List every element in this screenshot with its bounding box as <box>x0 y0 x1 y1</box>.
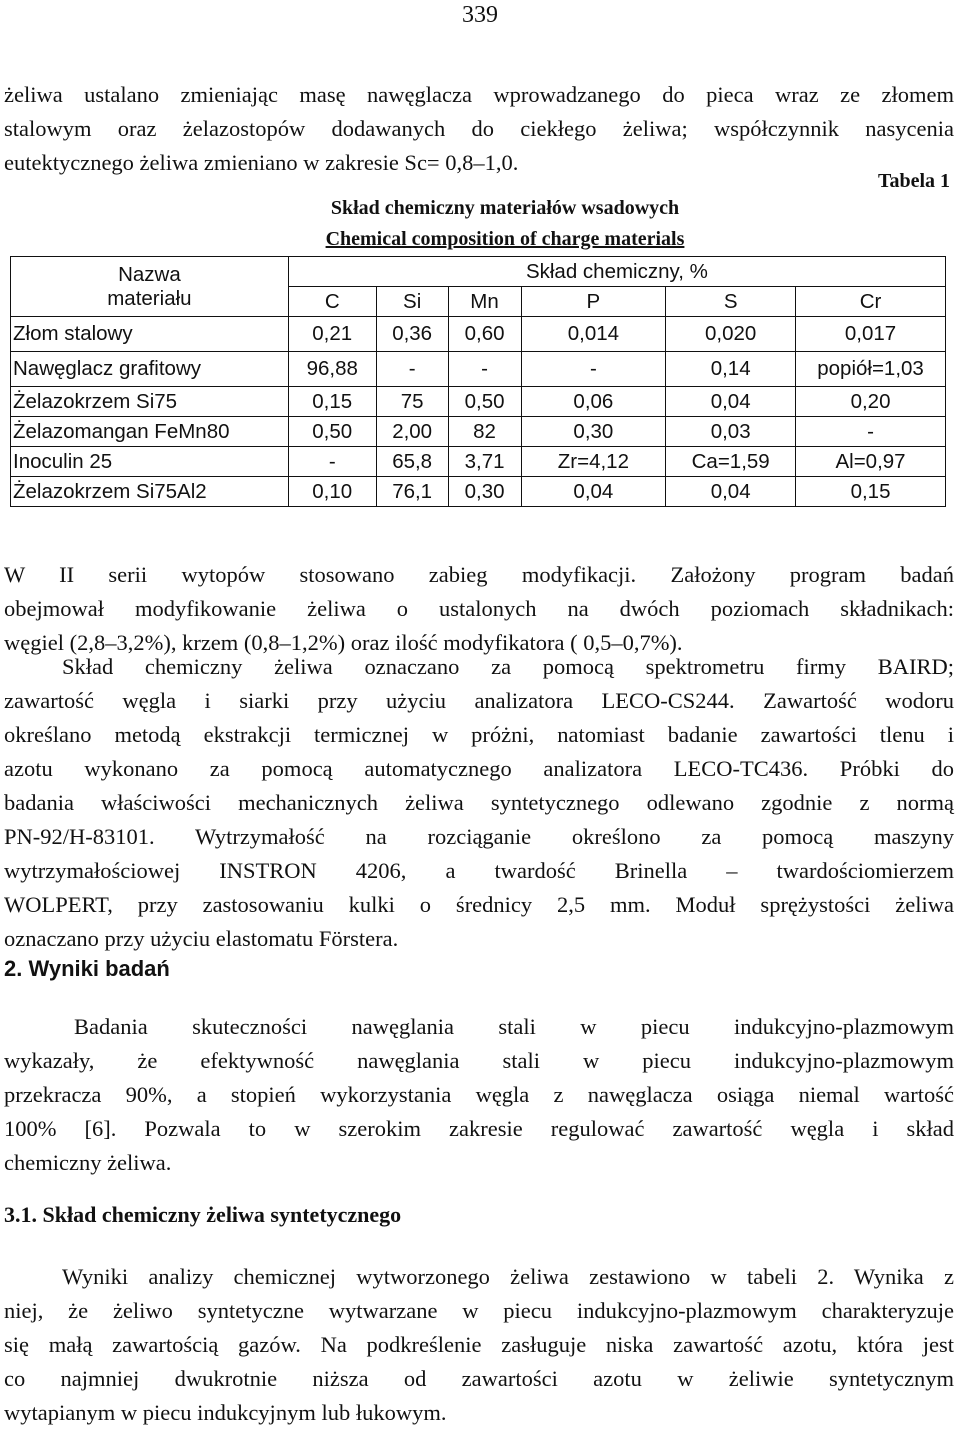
table-cell: Ca=1,59 <box>666 447 796 477</box>
row-name: Złom stalowy <box>11 317 289 352</box>
table-cell: 0,14 <box>666 352 796 387</box>
row-name: Żelazokrzem Si75Al2 <box>11 477 289 507</box>
text-line: eutektycznego żeliwa zmieniano w zakresie Sc= 0,8–1,0. <box>4 150 519 175</box>
column-header: Si <box>376 287 448 317</box>
text-line: węgiel (2,8–3,2%), krzem (0,8–1,2%) oraz ilość modyfikatora ( 0,5–0,7%). <box>4 630 683 655</box>
row-name: Żelazokrzem Si75 <box>11 387 289 417</box>
text-line: oznaczano przy użyciu elastomatu Förstera. <box>4 926 399 951</box>
text-line: chemiczny żeliwa. <box>4 1150 172 1175</box>
table-row <box>11 317 946 352</box>
column-header: P <box>521 287 666 317</box>
table-cell: - <box>448 352 521 387</box>
table-cell: 96,88 <box>288 352 376 387</box>
text-line: obejmował modyfikowanie żeliwa o ustalonych na dwóch poziomach składnikach: <box>4 596 954 621</box>
composition-header: Skład chemiczny, % <box>288 257 945 287</box>
table-cell: - <box>288 447 376 477</box>
table-cell: popiół=1,03 <box>796 352 946 387</box>
page-number: 339 <box>462 2 498 28</box>
text-line: badania właściwości mechanicznych żeliwa syntetycznego odlewano zgodnie z normą <box>4 790 954 815</box>
table-cell: 0,03 <box>666 417 796 447</box>
table-cell: 2,00 <box>376 417 448 447</box>
text-line: stalowym oraz żelazostopów dodawanych do ciekłego żeliwa; współczynnik nasycenia <box>4 116 954 141</box>
table-cell: - <box>376 352 448 387</box>
text-line: azotu wykonano za pomocą automatycznego analizatora LECO-TC436. Próbki do <box>4 756 954 781</box>
table-cell: 0,30 <box>448 477 521 507</box>
table-cell: 76,1 <box>376 477 448 507</box>
materials-table <box>10 256 946 507</box>
row-name: Inoculin 25 <box>11 447 289 477</box>
table-cell: 0,020 <box>666 317 796 352</box>
text-line: 100% [6]. Pozwala to w szerokim zakresie regulować zawartość węgla i skład <box>4 1116 954 1141</box>
text-line: niej, że żeliwo syntetyczne wytwarzane w piecu indukcyjno-plazmowym charakteryzuje <box>4 1298 954 1323</box>
column-header: Mn <box>448 287 521 317</box>
table-cell: 0,15 <box>288 387 376 417</box>
table-cell: 0,50 <box>288 417 376 447</box>
text-line: wytrzymałościowej INSTRON 4206, a twardość Brinella – twardościomierzem <box>4 858 954 883</box>
results-paragraph <box>4 1010 954 1180</box>
modification-paragraph <box>4 558 954 660</box>
text-line: Skład chemiczny żeliwa oznaczano za pomocą spektrometru firmy BAIRD; <box>62 654 954 679</box>
table-row <box>11 447 946 477</box>
table-cell: 0,10 <box>288 477 376 507</box>
table-row <box>11 477 946 507</box>
table-row <box>11 417 946 447</box>
table-cell: 0,36 <box>376 317 448 352</box>
text-line: określano metodą ekstrakcji termicznej w próżni, natomiast badanie zawartości tlenu i <box>4 722 954 747</box>
text-line: Badania skuteczności nawęglania stali w piecu indukcyjno-plazmowym <box>74 1014 954 1039</box>
intro-paragraph <box>4 78 954 180</box>
text-line: wykazały, że efektywność nawęglania stali w piecu indukcyjno-plazmowym <box>4 1048 954 1073</box>
text-line: co najmniej dwukrotnie niższa od zawartości azotu w żeliwie syntetycznym <box>4 1366 954 1391</box>
text-line: przekracza 90%, a stopień wykorzystania węgla z nawęglacza osiąga niemal wartość <box>4 1082 954 1107</box>
table-cell: 0,50 <box>448 387 521 417</box>
text-line: się małą zawartością gazów. Na podkreślenie zasługuje niska zawartość azotu, która jest <box>4 1332 954 1357</box>
text-line: żeliwa ustalano zmieniając masę nawęglacza wprowadzanego do pieca wraz ze złomem <box>4 82 954 107</box>
text-line: W II serii wytopów stosowano zabieg modyfikacji. Założony program badań <box>4 562 954 587</box>
table-label: Tabela 1 <box>877 170 950 192</box>
table-cell: 75 <box>376 387 448 417</box>
row-name: Nawęglacz grafitowy <box>11 352 289 387</box>
section-heading-results: 2. Wyniki badań <box>4 956 170 981</box>
table-cell: 0,014 <box>521 317 666 352</box>
table-cell: Zr=4,12 <box>521 447 666 477</box>
column-header: Cr <box>796 287 946 317</box>
name-header-line: Nazwa <box>118 262 181 286</box>
table-cell: 3,71 <box>448 447 521 477</box>
table-row <box>11 387 946 417</box>
name-header <box>11 257 289 317</box>
column-header: S <box>666 287 796 317</box>
table-title-en: Chemical composition of charge materials <box>325 228 685 250</box>
table-cell: 0,06 <box>521 387 666 417</box>
table-cell: - <box>796 417 946 447</box>
table-cell: 0,60 <box>448 317 521 352</box>
table-title-pl: Skład chemiczny materiałów wsadowych <box>330 197 680 219</box>
table-cell: 0,04 <box>521 477 666 507</box>
name-header-line: materiału <box>107 286 192 310</box>
table-cell: 0,017 <box>796 317 946 352</box>
text-line: PN-92/H-83101. Wytrzymałość na rozciąganie określono za pomocą maszyny <box>4 824 954 849</box>
section-heading-composition: 3.1. Skład chemiczny żeliwa syntetycznego <box>4 1202 402 1227</box>
text-line: wytapianym w piecu indukcyjnym lub łukowym. <box>4 1400 447 1425</box>
table-cell: 0,21 <box>288 317 376 352</box>
table-cell: Al=0,97 <box>796 447 946 477</box>
table-cell: 0,30 <box>521 417 666 447</box>
table-cell: 0,04 <box>666 477 796 507</box>
column-header: C <box>288 287 376 317</box>
text-line: WOLPERT, przy zastosowaniu kulki o średnicy 2,5 mm. Moduł sprężystości żeliwa <box>4 892 954 917</box>
table-cell: 0,20 <box>796 387 946 417</box>
row-name: Żelazomangan FeMn80 <box>11 417 289 447</box>
text-line: Wyniki analizy chemicznej wytworzonego żeliwa zestawiono w tabeli 2. Wynika z <box>62 1264 954 1289</box>
table-cell: 0,04 <box>666 387 796 417</box>
table-cell: 82 <box>448 417 521 447</box>
table-row <box>11 352 946 387</box>
table-cell: 65,8 <box>376 447 448 477</box>
table-cell: 0,15 <box>796 477 946 507</box>
composition-paragraph <box>4 1260 954 1430</box>
table-cell: - <box>521 352 666 387</box>
text-line: zawartość węgla i siarki przy użyciu analizatora LECO-CS244. Zawartość wodoru <box>4 688 954 713</box>
methods-paragraph <box>4 650 954 956</box>
table-header-row <box>11 257 946 287</box>
